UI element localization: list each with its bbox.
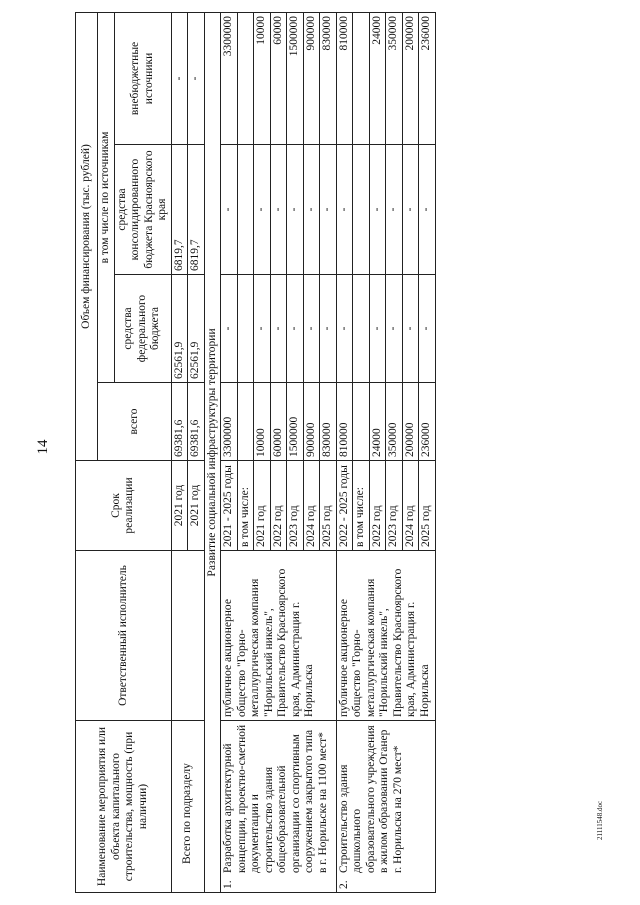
table-body [171, 12, 435, 892]
federal-cell: 62561,9 [171, 275, 188, 383]
regional-cell: - [336, 145, 353, 275]
period-cell: 2025 год [419, 461, 436, 551]
total-cell [353, 383, 370, 461]
period-cell: 2022 год [270, 461, 287, 551]
item-name: Строительство здания дошкольного образовательного учреждения в жилом образовании Оганер г. Норильска на 270 мест* [337, 725, 404, 873]
period-cell: 2023 год [287, 461, 304, 551]
extra-cell: 10000 [254, 12, 271, 144]
header-including: в том числе по источникам [98, 12, 115, 382]
item-number: 1. [222, 880, 234, 889]
federal-cell: - [336, 275, 353, 383]
total-cell: 236000 [419, 383, 436, 461]
extra-cell: 350000 [386, 12, 403, 144]
federal-cell: 62561,9 [188, 275, 205, 383]
total-cell: 810000 [336, 383, 353, 461]
federal-cell: - [419, 275, 436, 383]
federal-cell: - [287, 275, 304, 383]
total-cell: 200000 [402, 383, 419, 461]
total-cell: 3300000 [221, 383, 238, 461]
extra-cell: - [188, 12, 205, 144]
regional-cell [237, 145, 254, 275]
subtotal-label: Всего по подразделу [171, 721, 204, 893]
federal-cell: - [386, 275, 403, 383]
total-cell: 69381,6 [188, 383, 205, 461]
item-executor: публичное акционерное общество "Горно-металлургическая компания "Норильский никель", Правительство Красноярского края, Администрация г. Норильска [336, 551, 435, 721]
regional-cell: - [254, 145, 271, 275]
regional-cell: - [386, 145, 403, 275]
regional-cell: - [369, 145, 386, 275]
rotated-table-area [75, 13, 631, 893]
total-cell: 24000 [369, 383, 386, 461]
regional-cell: - [221, 145, 238, 275]
period-cell: в том числе: [353, 461, 370, 551]
subtotal-row [171, 12, 188, 892]
total-cell: 69381,6 [171, 383, 188, 461]
table-row [336, 12, 353, 892]
federal-cell: - [369, 275, 386, 383]
header-extra: внебюджетные источники [114, 12, 171, 144]
header-federal: средства федерального бюджета [114, 275, 171, 383]
period-cell: 2022 - 2025 годы [336, 461, 353, 551]
total-cell: 830000 [320, 383, 337, 461]
federal-cell: - [303, 275, 320, 383]
period-cell: 2025 год [320, 461, 337, 551]
item-name-cell [336, 721, 435, 893]
regional-cell: - [287, 145, 304, 275]
section-title: Развитие социальной инфраструктуры территории [204, 12, 221, 892]
extra-cell: 24000 [369, 12, 386, 144]
federal-cell: - [270, 275, 287, 383]
period-cell: 2021 год [171, 461, 188, 551]
header-funding: Объем финансирования (тыс. рублей) [76, 12, 98, 460]
total-cell: 10000 [254, 383, 271, 461]
period-cell: 2021 - 2025 годы [221, 461, 238, 551]
federal-cell [353, 275, 370, 383]
extra-cell [353, 12, 370, 144]
item-name: Разработка архитектурной концепции, проектно-сметной документации и строительство здания общеобразовательной организации со спортивным сооружением закрытого типа в г. Норильске на 1100 мест* [222, 724, 329, 873]
subtotal-executor [171, 551, 204, 721]
total-cell [237, 383, 254, 461]
extra-cell: 236000 [419, 12, 436, 144]
header-executor: Ответственный исполнитель [76, 551, 172, 721]
extra-cell: - [171, 12, 188, 144]
federal-cell [237, 275, 254, 383]
regional-cell: 6819,7 [188, 145, 205, 275]
total-cell: 900000 [303, 383, 320, 461]
total-cell: 60000 [270, 383, 287, 461]
regional-cell [353, 145, 370, 275]
table-row [221, 12, 238, 892]
period-cell: 2023 год [386, 461, 403, 551]
extra-cell: 810000 [336, 12, 353, 144]
extra-cell [237, 12, 254, 144]
period-cell: 2021 год [254, 461, 271, 551]
regional-cell: - [320, 145, 337, 275]
federal-cell: - [320, 275, 337, 383]
extra-cell: 830000 [320, 12, 337, 144]
regional-cell: - [303, 145, 320, 275]
page-number: 14 [35, 439, 51, 455]
extra-cell: 60000 [270, 12, 287, 144]
extra-cell: 1500000 [287, 12, 304, 144]
extra-cell: 200000 [402, 12, 419, 144]
federal-cell: - [254, 275, 271, 383]
header-regional: средства консолидированного бюджета Красноярского края [114, 145, 171, 275]
period-cell: в том числе: [237, 461, 254, 551]
regional-cell: - [402, 145, 419, 275]
regional-cell: - [419, 145, 436, 275]
header-name: Наименование мероприятия или объекта капитального строительства, мощность (при наличии) [76, 721, 172, 893]
document-code: 21111548.doc [596, 800, 604, 840]
period-cell: 2021 год [188, 461, 205, 551]
regional-cell: - [270, 145, 287, 275]
federal-cell: - [402, 275, 419, 383]
total-cell: 350000 [386, 383, 403, 461]
section-row [204, 12, 221, 892]
funding-table [75, 12, 436, 893]
header-total: всего [98, 383, 172, 461]
regional-cell: 6819,7 [171, 145, 188, 275]
item-executor: публичное акционерное общество "Горно-металлургическая компания "Норильский никель", Правительство Красноярского края, Администрация г. Норильска [221, 551, 337, 721]
federal-cell: - [221, 275, 238, 383]
period-cell: 2024 год [402, 461, 419, 551]
header-period: Срок реализации [76, 461, 172, 551]
item-name-cell [221, 721, 337, 893]
total-cell: 1500000 [287, 383, 304, 461]
period-cell: 2022 год [369, 461, 386, 551]
period-cell: 2024 год [303, 461, 320, 551]
item-number: 2. [337, 880, 350, 889]
extra-cell: 900000 [303, 12, 320, 144]
extra-cell: 3300000 [221, 12, 238, 144]
